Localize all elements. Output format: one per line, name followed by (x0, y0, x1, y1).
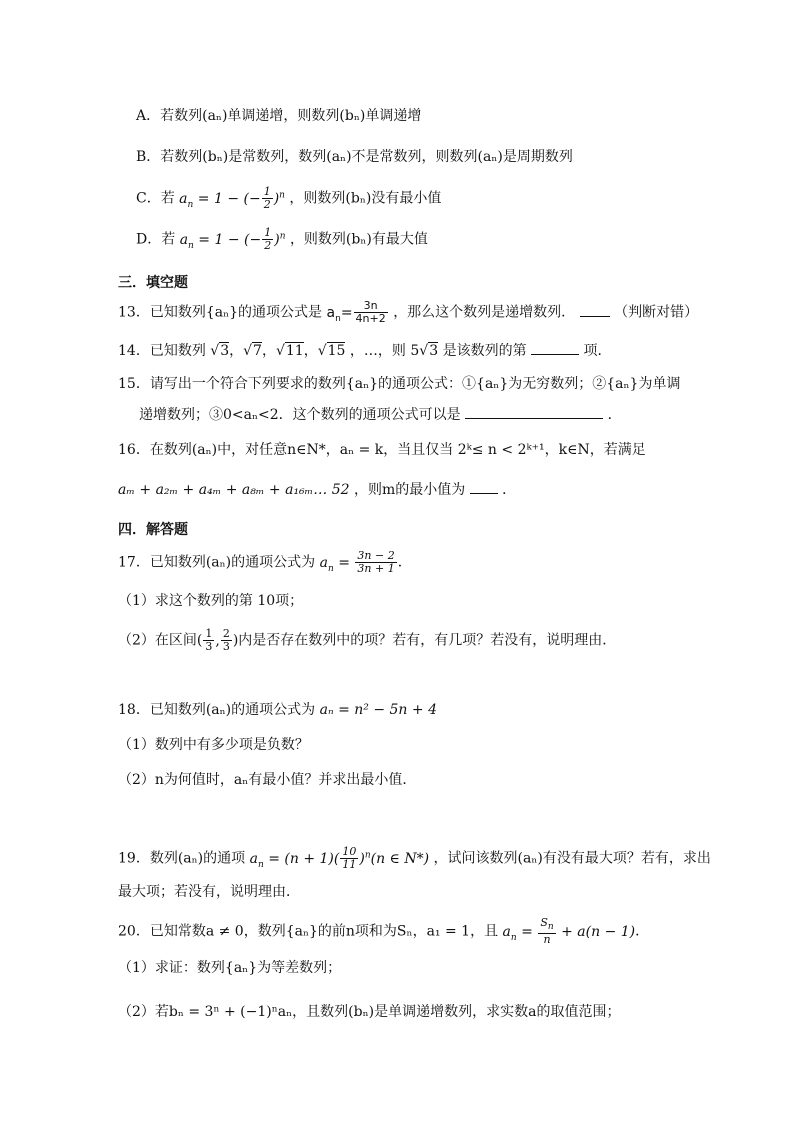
option-a: A．若数列(aₙ)单调递增，则数列(bₙ)单调递增 (136, 108, 422, 124)
q14-mid: ，…，则 (349, 343, 406, 359)
option-d (136, 226, 428, 255)
question-20 (118, 917, 649, 947)
q14-term: 5√3 (410, 343, 439, 359)
q18-part1: （1）数列中有多少项是负数？ (118, 737, 309, 753)
option-c (136, 185, 441, 214)
question-15-line1: 15．请写出一个符合下列要求的数列{aₙ}的通项公式：①{aₙ}为无穷数列；②{aₙ}为单调 (118, 376, 681, 392)
q15-tail: ． (607, 407, 622, 423)
q14-answer-blank[interactable] (531, 354, 579, 355)
question-16-line2 (118, 480, 516, 500)
q13-prefix: 13．已知数列{aₙ}的通项公式是 (118, 304, 323, 321)
option-c-prefix: C．若 (136, 190, 175, 207)
q18-formula: aₙ = n² − 5n + 4 (319, 702, 437, 718)
question-16-line1: 16．在数列(aₙ)中，对任意n∈N*，aₙ = k，当且仅当 2ᵏ≤ n < 2ᵏ⁺¹，k∈N，若满足 (118, 442, 646, 458)
q19-suffix: ，试问该数列(aₙ)有没有最大项？若有，求出 (433, 850, 711, 867)
q13-tail: （判断对错） (614, 304, 699, 321)
q15-line2-text: 递增数列；③0<aₙ<2．这个数列的通项公式可以是 (139, 407, 461, 423)
q17-interval: $\frac{1}{3}$ , $\frac{2}{3}$ (205, 627, 230, 653)
q20-part1: （1）求证：数列{aₙ}为等差数列； (118, 960, 342, 976)
q17-formula: $a_n$ = $\frac{3n - 2}{3n + 1}$ (319, 549, 395, 575)
question-15-line2 (139, 405, 622, 425)
option-b: B．若数列(bₙ)是常数列，数列(aₙ)不是常数列，则数列(aₙ)是周期数列 (136, 149, 573, 165)
q19-prefix: 19．数列(aₙ)的通项 (118, 850, 246, 867)
q18-part2: （2）n为何值时，aₙ有最小值？并求出最小值． (118, 772, 417, 788)
question-17: 17．已知数列(aₙ)的通项公式为 $a_n$ = $\frac{3n - 2}{3n + 1}$ ． (118, 549, 412, 575)
section-answer-heading: 四．解答题 (118, 522, 188, 538)
q18-stem: 18．已知数列(aₙ)的通项公式为 (118, 702, 316, 718)
section-fill-heading: 三．填空题 (118, 275, 188, 291)
q14-sequence: √3，√7，√11，√15 (210, 343, 346, 359)
q13-formula: $a_n=$ $\frac{3n}{4n+2}$ (326, 299, 386, 325)
question-19-line2: 最大项；若没有，说明理由． (118, 884, 300, 900)
q17-part2-prefix: （2）在区间( (118, 632, 203, 649)
q16-tail: ． (502, 482, 517, 498)
q17-part1: （1）求这个数列的第 10项； (118, 593, 304, 609)
q13-answer-blank[interactable] (580, 316, 610, 317)
q20-stem: 20．已知常数a ≠ 0，数列{aₙ}的前n项和为Sₙ，a₁ = 1，且 (118, 923, 499, 940)
q17-part2 (118, 628, 616, 653)
option-c-formula: $a_n = 1$ − (− $\frac{1}{2}$ )$^n$ (179, 185, 285, 212)
q19-formula: $a_n = (n + 1)$( $\frac{10}{11}$ )$^n$(n ∈ N*) (249, 845, 430, 872)
question-18 (118, 700, 437, 720)
option-d-formula: $a_n = 1$ − (− $\frac{1}{2}$ )$^n$ (179, 226, 286, 253)
q14-tail: 项． (583, 343, 612, 359)
q20-stem-end: ． (635, 923, 650, 940)
q20-formula: $a_n$ = $\frac{S_n}{n}$ + a(n − 1) (502, 916, 636, 947)
question-19-line1 (118, 845, 711, 874)
q17-part2-suffix: )内是否存在数列中的项？若有，有几项？若没有，说明理由． (232, 632, 617, 649)
q16-line2-text: ，则m的最小值为 (353, 482, 466, 498)
option-c-suffix: ，则数列(bₙ)没有最小值 (289, 190, 442, 207)
q17-stem: 17．已知数列(aₙ)的通项公式为 (118, 554, 316, 571)
q16-answer-blank[interactable] (470, 493, 498, 494)
q14-prefix: 14．已知数列 (118, 343, 206, 359)
q13-suffix: ，那么这个数列是递增数列． (393, 304, 576, 321)
option-d-prefix: D．若 (136, 231, 176, 248)
q16-inequality: aₘ + a₂ₘ + a₄ₘ + a₈ₘ + a₁₆ₘ… 52 (118, 482, 350, 498)
q20-part2: （2）若bₙ = 3ⁿ + (−1)ⁿaₙ，且数列(bₙ)是单调递增数列，求实数a的取值范围； (118, 1004, 621, 1020)
question-13 (118, 300, 698, 328)
q15-answer-blank[interactable] (465, 418, 603, 419)
question-14 (118, 341, 611, 361)
q14-suffix: 是该数列的第 (442, 343, 527, 359)
option-d-suffix: ，则数列(bₙ)有最大值 (289, 231, 428, 248)
